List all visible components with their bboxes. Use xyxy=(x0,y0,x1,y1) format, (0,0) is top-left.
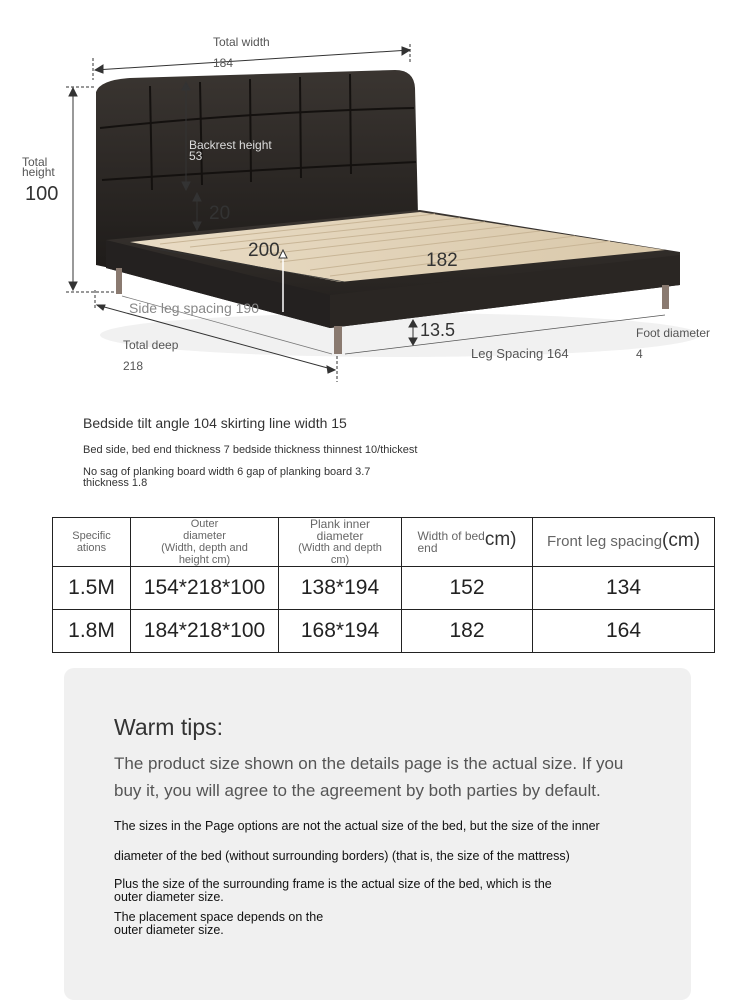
header-outer-line1: Outer xyxy=(190,518,219,530)
header-plank-inner xyxy=(279,518,402,567)
header-leg-text: Front leg spacing xyxy=(546,533,663,550)
leg-height-value: 13.5 xyxy=(420,320,456,340)
header-plank-line2: diameter xyxy=(316,529,364,543)
note-tilt-angle: Bedside tilt angle 104 skirting line width 15 xyxy=(83,415,347,431)
cell-plank: 168*194 xyxy=(279,610,402,653)
total-deep-label: Total deep xyxy=(123,338,179,352)
table-row xyxy=(53,610,715,653)
floor-shadow xyxy=(100,313,700,357)
header-plank-line4: cm) xyxy=(330,554,350,566)
cell-outer: 184*218*100 xyxy=(131,610,279,653)
bed-dimension-diagram xyxy=(0,0,750,400)
header-spec-line2: ations xyxy=(76,542,107,554)
tips-paragraph-1: The sizes in the Page options are not the actual size of the bed, but the size of the inner xyxy=(114,819,600,833)
tips-paragraph-4a: The placement space depends on the xyxy=(114,910,324,924)
cell-width: 152 xyxy=(402,567,533,610)
backrest-height-value: 53 xyxy=(189,149,203,163)
foot-diameter-value: 4 xyxy=(636,347,643,361)
header-leg-unit: (cm) xyxy=(662,530,701,551)
foot-diameter-label: Foot diameter xyxy=(636,326,711,340)
leg-back-left xyxy=(116,268,122,294)
header-front-leg-spacing xyxy=(533,518,715,567)
total-height-label-line1: Total xyxy=(22,155,48,169)
cell-spec: 1.5M xyxy=(53,567,131,610)
cell-plank: 138*194 xyxy=(279,567,402,610)
total-height-label-line2: height xyxy=(22,165,55,179)
spec-table xyxy=(52,517,715,653)
note-planking-line1: No sag of planking board width 6 gap of planking board 3.7 xyxy=(83,466,371,478)
tips-title: Warm tips: xyxy=(114,714,224,740)
header-bed-width-line1: Width of bed xyxy=(417,529,485,543)
cell-spec: 1.8M xyxy=(53,610,131,653)
header-bed-width-line2: end xyxy=(417,541,438,555)
cell-leg: 164 xyxy=(533,610,715,653)
leg-front-left xyxy=(334,326,342,354)
bed-illustration xyxy=(0,0,750,400)
side-leg-spacing: Side leg spacing 190 xyxy=(129,300,259,316)
note-planking-line2: thickness 1.8 xyxy=(83,477,148,489)
header-spec-line1: Specific xyxy=(72,530,111,542)
total-width-value: 184 xyxy=(213,56,234,70)
table-header-row xyxy=(53,518,715,567)
header-plank-line1: Plank inner xyxy=(309,517,371,531)
tips-paragraph-3a: Plus the size of the surrounding frame is the actual size of the bed, which is the xyxy=(114,877,552,891)
total-height-value: 100 xyxy=(25,183,59,205)
inner-length-value: 200 xyxy=(248,240,280,261)
tips-paragraph-4b: outer diameter size. xyxy=(114,923,224,937)
header-bed-width-unit: cm) xyxy=(484,528,517,550)
cell-leg: 134 xyxy=(533,567,715,610)
tips-paragraph-3b: outer diameter size. xyxy=(114,890,224,904)
cell-outer: 154*218*100 xyxy=(131,567,279,610)
total-width-label: Total width xyxy=(213,35,270,49)
leg-front-right xyxy=(662,285,669,309)
leg-spacing: Leg Spacing 164 xyxy=(471,346,569,361)
note-thickness: Bed side, bed end thickness 7 bedside thickness thinnest 10/thickest xyxy=(83,444,418,456)
header-bed-end-width xyxy=(402,518,533,567)
inner-width-value: 182 xyxy=(426,250,458,271)
cell-width: 182 xyxy=(402,610,533,653)
header-outer-line2: diameter xyxy=(183,530,226,542)
tips-paragraph-2: diameter of the bed (without surrounding borders) (that is, the size of the mattress) xyxy=(114,849,570,863)
tips-lead: The product size shown on the details page is the actual size. If you buy it, you will agree to the agreement by both parties by default. xyxy=(114,754,624,800)
header-bed-width-text xyxy=(417,530,484,554)
header-outer-line3: (Width, depth and xyxy=(161,542,248,554)
warm-tips-panel xyxy=(64,668,691,1000)
backrest-height-label: Backrest height xyxy=(189,138,272,152)
header-outer-diameter xyxy=(131,518,279,567)
header-outer-line4: height cm) xyxy=(178,554,231,566)
header-plank-line3: (Width and depth xyxy=(298,542,382,554)
total-deep-value: 218 xyxy=(123,359,144,373)
gap-value: 20 xyxy=(209,203,231,224)
header-spec xyxy=(53,518,131,567)
table-row xyxy=(53,567,715,610)
